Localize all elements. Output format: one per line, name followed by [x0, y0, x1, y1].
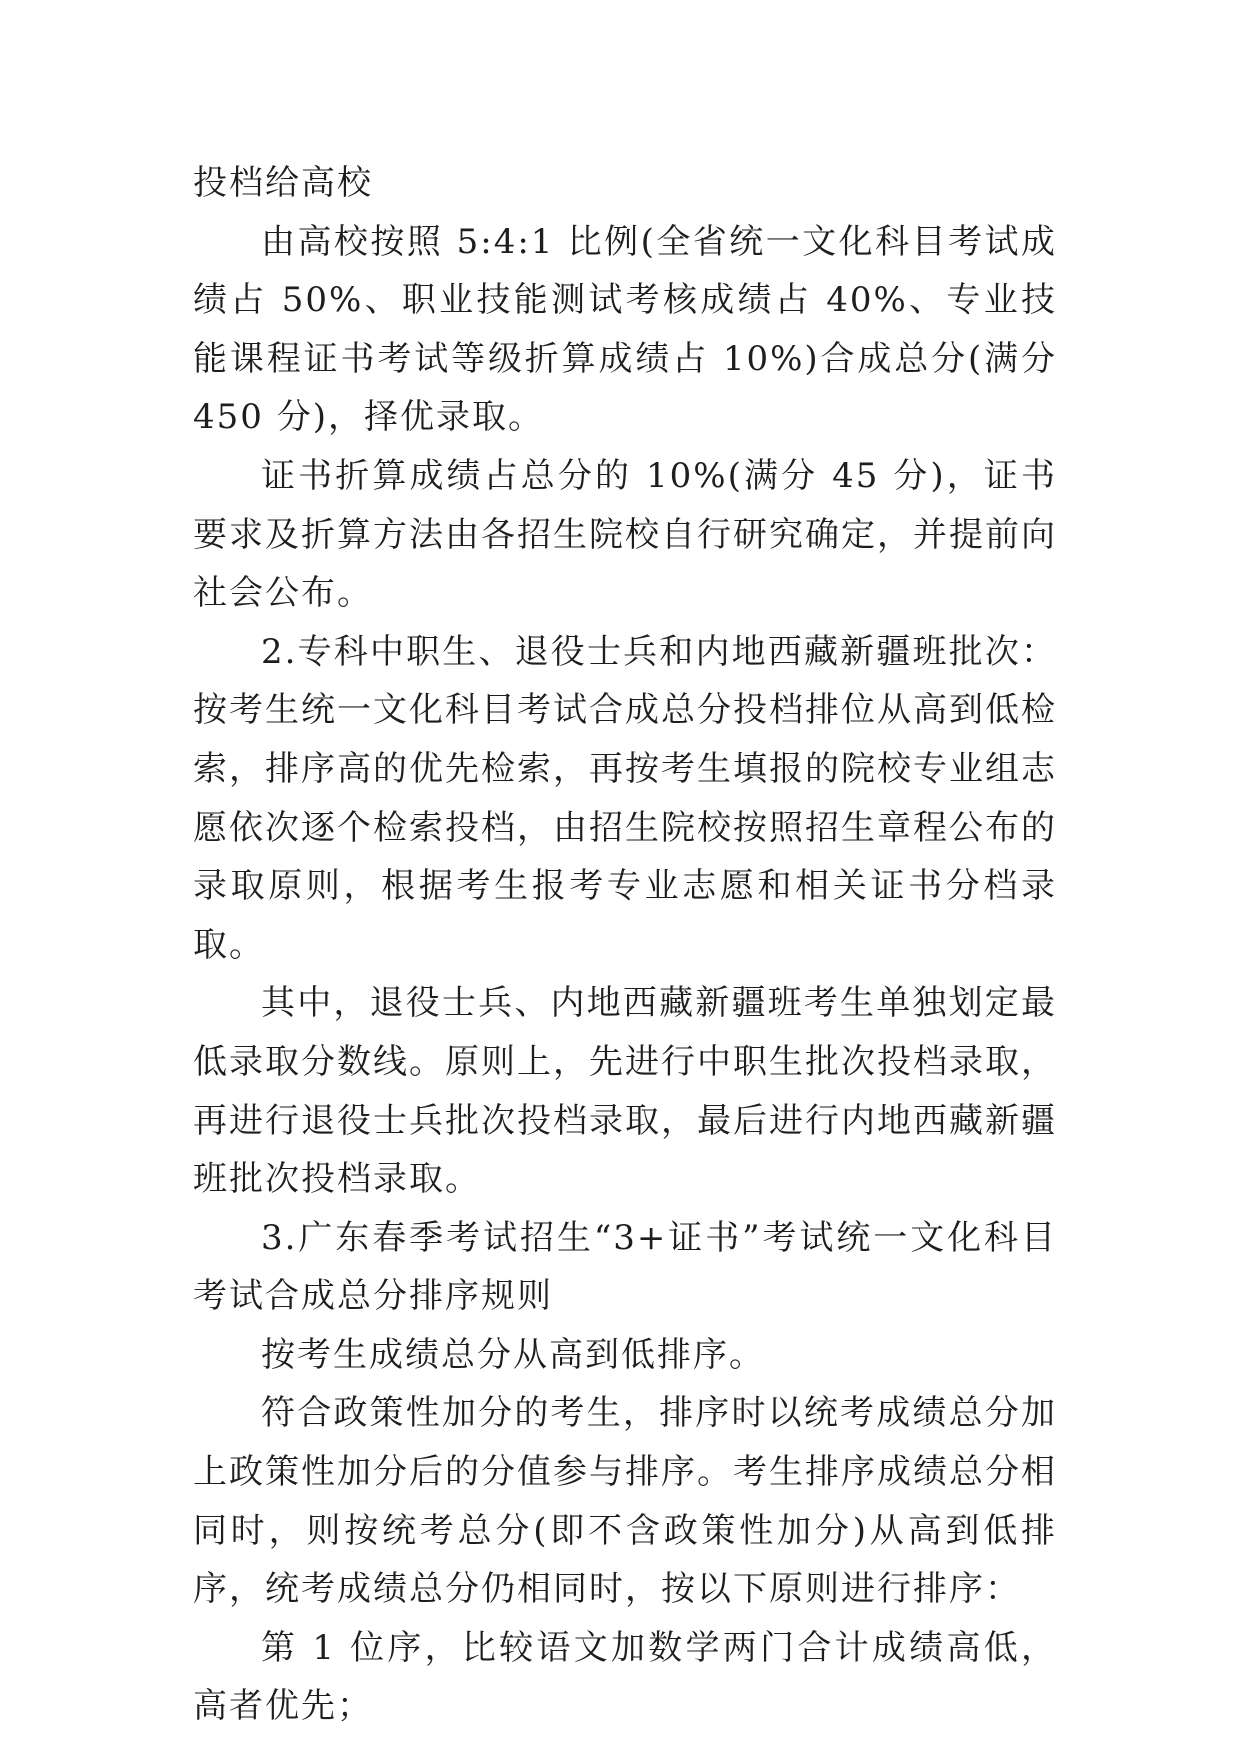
- paragraph-order-1: 第 1 位序，比较语文加数学两门合计成绩高低，高者优先；: [193, 1627, 1057, 1727]
- paragraph-min-score-line: 其中，退役士兵、内地西藏新疆班考生单独划定最低录取分数线。原则上，先进行中职生批次投档录取，再进行退役士兵批次投档录取，最后进行内地西藏新疆班批次投档录取。: [193, 983, 1057, 1200]
- paragraph-item-2: 2.专科中职生、退役士兵和内地西藏新疆班批次：按考生统一文化科目考试合成总分投档排位从高到低检索，排序高的优先检索，再按考生填报的院校专业组志愿依次逐个检索投档，由招生院校按照招生章程公布的录取原则，根据考生报考专业志愿和相关证书分档录取。: [193, 631, 1057, 965]
- paragraph-policy-bonus: 符合政策性加分的考生，排序时以统考成绩总分加上政策性加分后的分值参与排序。考生排序成绩总分相同时，则按统考总分(即不含政策性加分)从高到低排序，统考成绩总分仍相同时，按以下原则进行排序：: [193, 1393, 1057, 1610]
- paragraph-continuation: 投档给高校: [193, 163, 373, 203]
- paragraph-certificate-score: 证书折算成绩占总分的 10%(满分 45 分)，证书要求及折算方法由各招生院校自行研究确定，并提前向社会公布。: [193, 455, 1057, 614]
- paragraph-ratio-rule: 由高校按照 5:4:1 比例(全省统一文化科目考试成绩占 50%、职业技能测试考核成绩占 40%、专业技能课程证书考试等级折算成绩占 10%)合成总分(满分 450 分)，择优录取。: [193, 221, 1057, 438]
- paragraph-item-3-heading: 3.广东春季考试招生“3+证书”考试统一文化科目考试合成总分排序规则: [193, 1217, 1057, 1317]
- document-body: [193, 154, 1057, 1736]
- paragraph-sort-total: 按考生成绩总分从高到低排序。: [261, 1334, 765, 1375]
